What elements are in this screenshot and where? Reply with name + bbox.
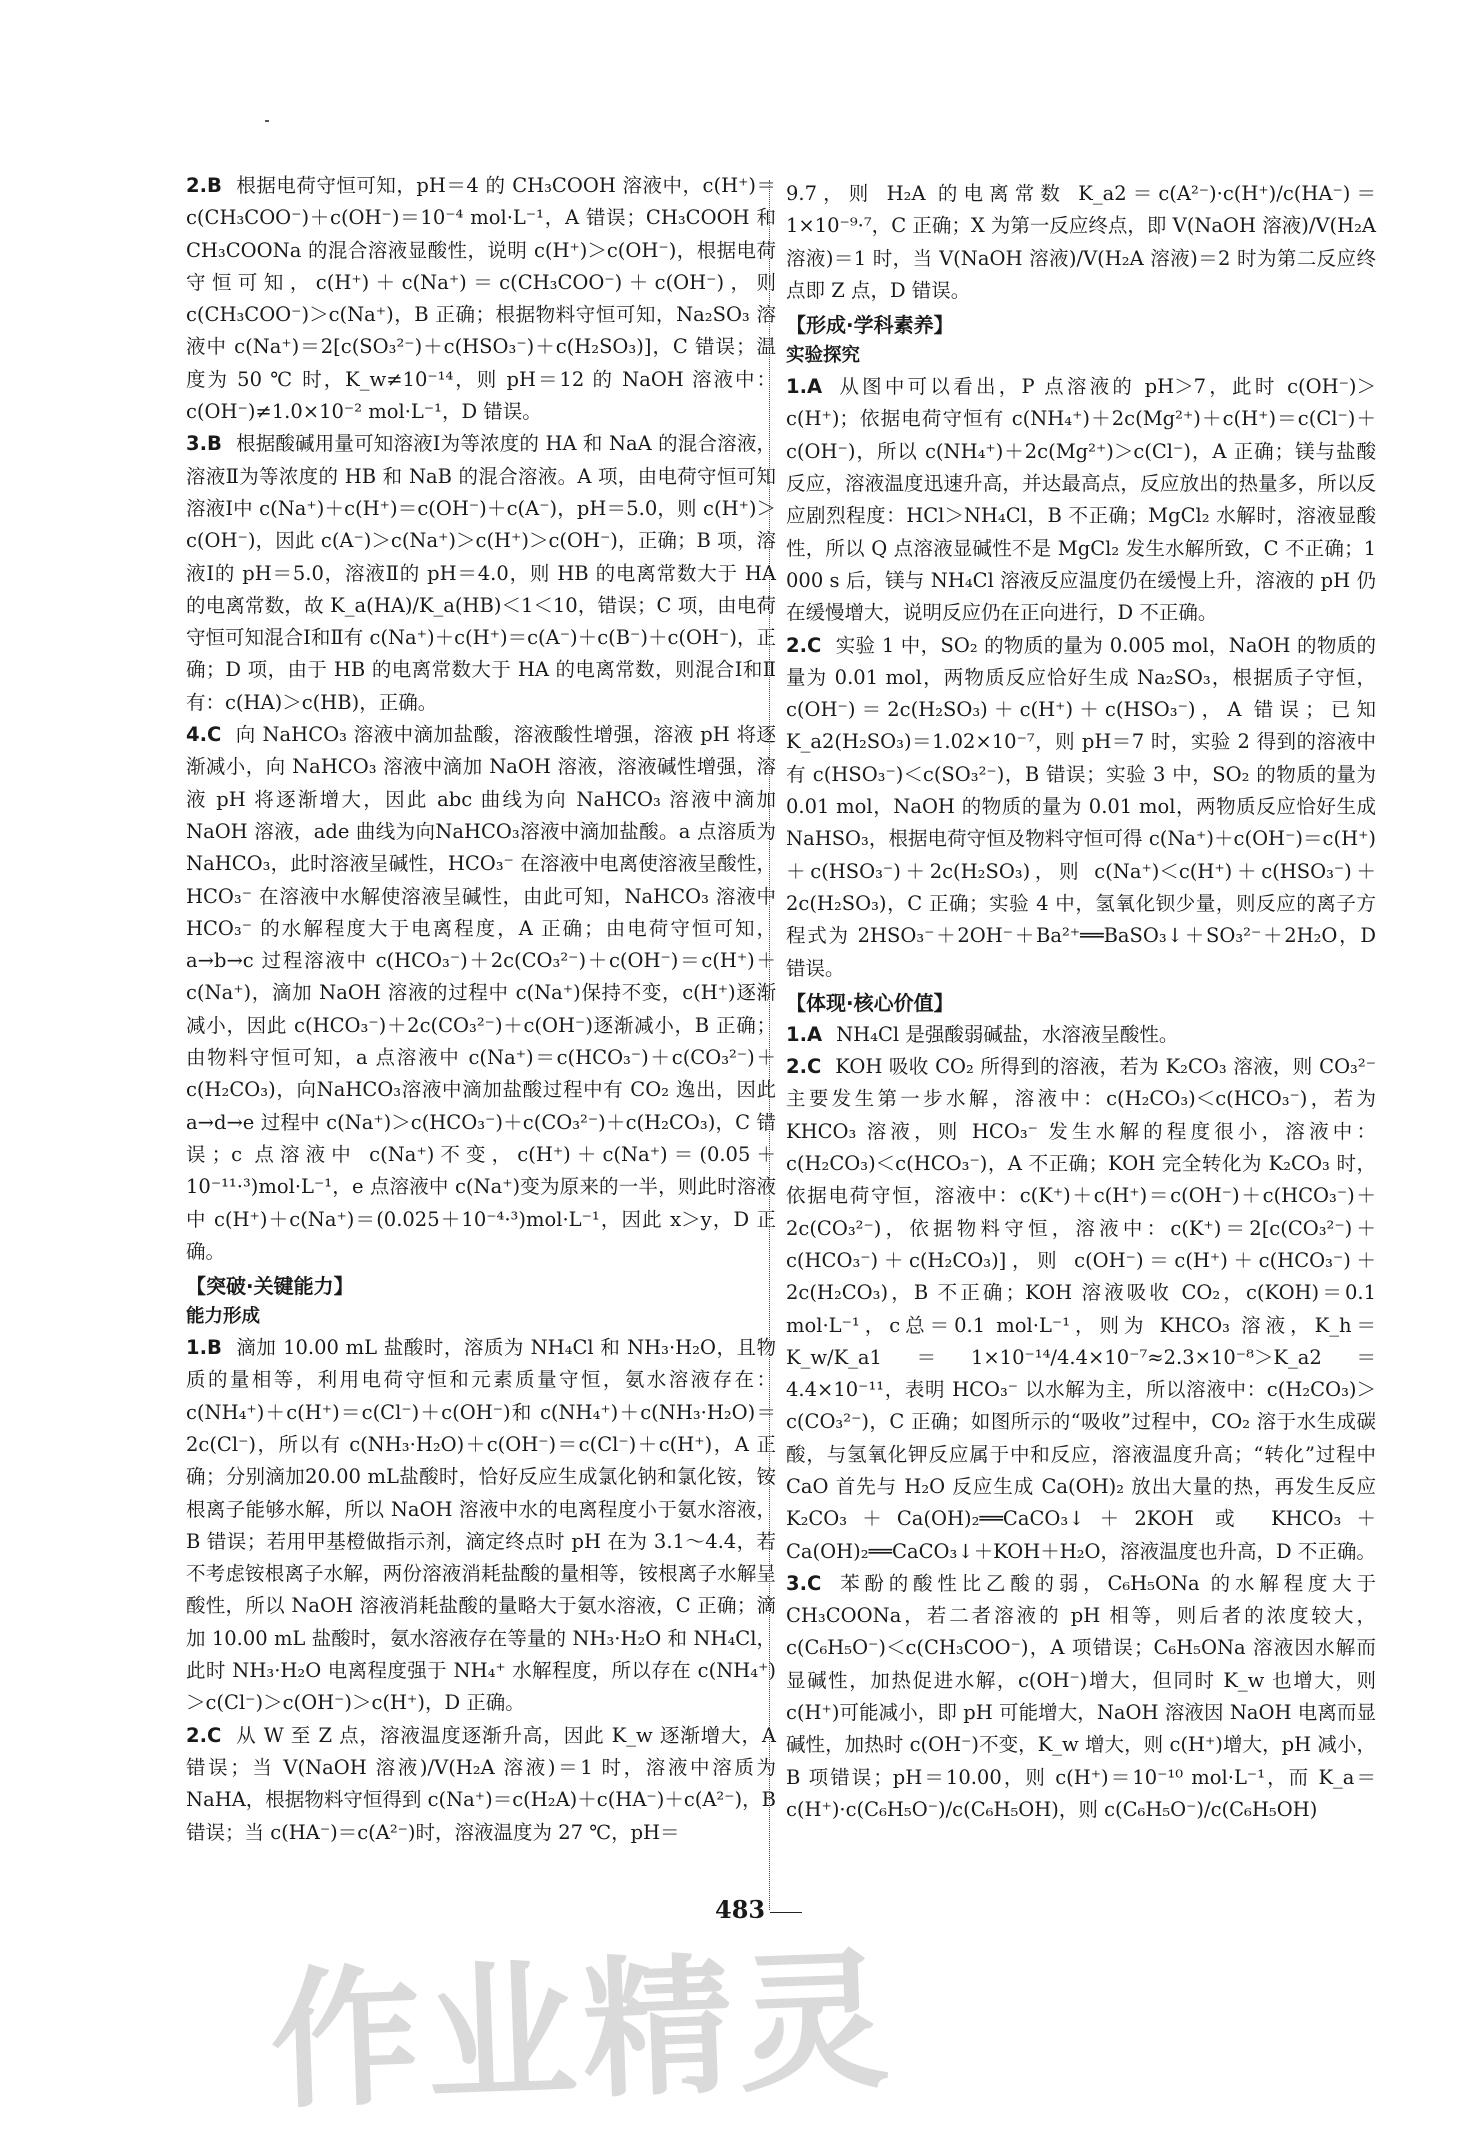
- answer-item: 3.C 苯酚的酸性比乙酸的弱，C₆H₅ONa 的水解程度大于 CH₃COONa，若二者溶液的 pH 相等，则后者的浓度较大，c(C₆H₅O⁻)＜c(CH₃COO⁻)，A 项错误；C₆H₅ONa 溶液因水解而显碱性，加热促进水解，c(OH⁻)增大，但同时 K_w 也增大，则 c(H⁺)可能减小，即 pH 可能增大，NaOH 溶液因 NaOH 电离而显碱性，加热时 c(OH⁻)不变，K_w 增大，则 c(H⁺)增大，pH 减小，B 项错误；pH＝10.00，则 c(H⁺)＝10⁻¹⁰ mol·L⁻¹，而 K_a＝c(H⁺)·c(C₆H₅O⁻)/c(C₆H₅OH)，则 c(C₆H₅O⁻)/c(C₆H₅OH): [786, 1571, 1376, 1821]
- answer-item: 2.B 根据电荷守恒可知，pH＝4 的 CH₃COOH 溶液中，c(H⁺)＝c(CH₃COO⁻)＋c(OH⁻)＝10⁻⁴ mol·L⁻¹，A 错误；CH₃COOH 和 CH₃COONa 的混合溶液显酸性，说明 c(H⁺)＞c(OH⁻)，根据电荷守恒可知，c(H⁺)＋c(Na⁺)＝c(CH₃COO⁻)＋c(OH⁻)，则 c(CH₃COO⁻)＞c(Na⁺)，B 正确；根据物料守恒可知，Na₂SO₃ 溶液中 c(Na⁺)＝2[c(SO₃²⁻)＋c(HSO₃⁻)＋c(H₂SO₃)]，C 错误；温度为 50 ℃ 时，K_w≠10⁻¹⁴，则 pH＝12 的 NaOH 溶液中：c(OH⁻)≠1.0×10⁻² mol·L⁻¹，D 错误。: [186, 174, 776, 424]
- page-number: 483: [715, 1895, 766, 1924]
- answer-item: 3.B 根据酸碱用量可知溶液Ⅰ为等浓度的 HA 和 NaA 的混合溶液，溶液Ⅱ为等浓度的 HB 和 NaB 的混合溶液。A 项，由电荷守恒可知溶液Ⅰ中 c(Na⁺)＋c(H⁺)＝c(OH⁻)＋c(A⁻)，pH＝5.0，则 c(H⁺)＞c(OH⁻)，因此 c(A⁻)＞c(Na⁺)＞c(H⁺)＞c(OH⁻)，正确；B 项，溶液Ⅰ的 pH＝5.0，溶液Ⅱ的 pH＝4.0，则 HB 的电离常数大于 HA 的电离常数，故 K_a(HA)/K_a(HB)＜1＜10，错误；C 项，由电荷守恒可知混合Ⅰ和Ⅱ有 c(Na⁺)＋c(H⁺)＝c(A⁻)＋c(B⁻)＋c(OH⁻)，正确；D 项，由于 HB 的电离常数大于 HA 的电离常数，则混合Ⅰ和Ⅱ有：c(HA)＞c(HB)，正确。: [186, 432, 776, 714]
- left-column: [186, 170, 776, 1849]
- column-divider: [769, 180, 770, 1910]
- answer-item: 2.C 实验 1 中，SO₂ 的物质的量为 0.005 mol，NaOH 的物质的量为 0.01 mol，两物质反应恰好生成 Na₂SO₃，根据质子守恒，c(OH⁻)＝2c(H₂SO₃)＋c(H⁺)＋c(HSO₃⁻)，A 错误；已知 K_a2(H₂SO₃)＝1.02×10⁻⁷，则 pH＝7 时，实验 2 得到的溶液中有 c(HSO₃⁻)＜c(SO₃²⁻)，B 错误；实验 3 中，SO₂ 的物质的量为 0.01 mol，NaOH 的物质的量为 0.01 mol，两物质反应恰好生成 NaHSO₃，根据电荷守恒及物料守恒可得 c(Na⁺)＋c(OH⁻)＝c(H⁺)＋c(HSO₃⁻)＋2c(H₂SO₃)，则 c(Na⁺)＜c(H⁺)＋c(HSO₃⁻)＋2c(H₂SO₃)，C 正确；实验 4 中，氢氧化钡少量，则反应的离子方程式为 2HSO₃⁻＋2OH⁻＋Ba²⁺══BaSO₃↓＋SO₃²⁻＋2H₂O，D 错误。: [786, 633, 1376, 980]
- watermark-logo: 作业精灵: [267, 1934, 898, 2130]
- section-heading: 【形成·学科素养】: [786, 313, 954, 338]
- answer-item: 2.C KOH 吸收 CO₂ 所得到的溶液，若为 K₂CO₃ 溶液，则 CO₃²⁻ 主要发生第一步水解，溶液中：c(H₂CO₃)＜c(HCO₃⁻)，若为 KHCO₃ 溶液，则 HCO₃⁻ 发生水解的程度很小，溶液中：c(H₂CO₃)＜c(HCO₃⁻)，A 不正确；KOH 完全转化为 K₂CO₃ 时，依据电荷守恒，溶液中：c(K⁺)＋c(H⁺)＝c(OH⁻)＋c(HCO₃⁻)＋2c(CO₃²⁻)，依据物料守恒，溶液中：c(K⁺)＝2[c(CO₃²⁻)＋c(HCO₃⁻)＋c(H₂CO₃)]，则 c(OH⁻)＝c(H⁺)＋c(HCO₃⁻)＋2c(H₂CO₃)，B 不正确；KOH 溶液吸收 CO₂，c(KOH)＝0.1 mol·L⁻¹，c总＝0.1 mol·L⁻¹，则为 KHCO₃ 溶液，K_h＝K_w/K_a1＝1×10⁻¹⁴/4.4×10⁻⁷≈2.3×10⁻⁸＞K_a2＝4.4×10⁻¹¹，表明 HCO₃⁻ 以水解为主，所以溶液中：c(H₂CO₃)＞c(CO₃²⁻)，C 正确；如图所示的“吸收”过程中，CO₂ 溶于水生成碳酸，与氢氧化钾反应属于中和反应，溶液温度升高；“转化”过程中 CaO 首先与 H₂O 反应生成 Ca(OH)₂ 放出大量的热，再发生反应 K₂CO₃＋Ca(OH)₂══CaCO₃↓＋2KOH 或 KHCO₃＋Ca(OH)₂══CaCO₃↓＋KOH＋H₂O，溶液温度也升高，D 不正确。: [786, 1055, 1376, 1563]
- scan-mark: [265, 120, 269, 122]
- answer-item: 4.C 向 NaHCO₃ 溶液中滴加盐酸，溶液酸性增强，溶液 pH 将逐渐减小，向 NaHCO₃ 溶液中滴加 NaOH 溶液，溶液碱性增强，溶液 pH 将逐渐增大，因此 abc 曲线为向 NaHCO₃ 溶液中滴加 NaOH 溶液，ade 曲线为向NaHCO₃溶液中滴加盐酸。a 点溶质为NaHCO₃，此时溶液呈碱性，HCO₃⁻ 在溶液中电离使溶液呈酸性，HCO₃⁻ 在溶液中水解使溶液呈碱性，由此可知，NaHCO₃ 溶液中 HCO₃⁻ 的水解程度大于电离程度，A 正确；由电荷守恒可知，a→b→c 过程溶液中 c(HCO₃⁻)＋2c(CO₃²⁻)＋c(OH⁻)＝c(H⁺)＋c(Na⁺)，滴加 NaOH 溶液的过程中 c(Na⁺)保持不变，c(H⁺)逐渐减小，因此 c(HCO₃⁻)＋2c(CO₃²⁻)＋c(OH⁻)逐渐减小，B 正确；由物料守恒可知，a 点溶液中 c(Na⁺)＝c(HCO₃⁻)＋c(CO₃²⁻)＋c(H₂CO₃)，向NaHCO₃溶液中滴加盐酸过程中有 CO₂ 逸出，因此 a→d→e 过程中 c(Na⁺)＞c(HCO₃⁻)＋c(CO₃²⁻)＋c(H₂CO₃)，C 错误；c 点溶液中 c(Na⁺)不变，c(H⁺)＋c(Na⁺)＝(0.05＋10⁻¹¹·³)mol·L⁻¹，e 点溶液中 c(Na⁺)变为原来的一半，则此时溶液中 c(H⁺)＋c(Na⁺)＝(0.025＋10⁻⁴·³)mol·L⁻¹，因此 x＞y，D 正确。: [186, 723, 776, 1263]
- section-subheading: 能力形成: [186, 1306, 261, 1328]
- answer-item: 1.A 从图中可以看出，P 点溶液的 pH＞7，此时 c(OH⁻)＞c(H⁺)；依据电荷守恒有 c(NH₄⁺)＋2c(Mg²⁺)＋c(H⁺)＝c(Cl⁻)＋c(OH⁻)，所以 c(NH₄⁺)＋2c(Mg²⁺)＞c(Cl⁻)，A 正确；镁与盐酸反应，溶液温度迅速升高，并达最高点，反应放出的热量多，所以反应剧烈程度：HCl＞NH₄Cl，B 不正确；MgCl₂ 水解时，溶液显酸性，所以 Q 点溶液显碱性不是 MgCl₂ 发生水解所致，C 不正确；1 000 s 后，镁与 NH₄Cl 溶液反应温度仍在缓慢上升，溶液的 pH 仍在缓慢增大，说明反应仍在正向进行，D 不正确。: [786, 375, 1376, 625]
- section-subheading: 实验探究: [786, 345, 861, 367]
- answer-item: 2.C 从 W 至 Z 点，溶液温度逐渐升高，因此 K_w 逐渐增大，A 错误；当 V(NaOH 溶液)/V(H₂A 溶液)＝1 时，溶液中溶质为 NaHA，根据物料守恒得到 c(Na⁺)＝c(H₂A)＋c(HA⁻)＋c(A²⁻)，B 错误；当 c(HA⁻)＝c(A²⁻)时，溶液温度为 27 ℃，pH＝: [186, 1723, 776, 1844]
- answer-item: 1.B 滴加 10.00 mL 盐酸时，溶质为 NH₄Cl 和 NH₃·H₂O，且物质的量相等，利用电荷守恒和元素质量守恒，氨水溶液存在：c(NH₄⁺)＋c(H⁺)＝c(Cl⁻)＋c(OH⁻)和 c(NH₄⁺)＋c(NH₃·H₂O)＝2c(Cl⁻)，所以有 c(NH₃·H₂O)＋c(OH⁻)＝c(Cl⁻)＋c(H⁺)，A 正确；分别滴加20.00 mL盐酸时，恰好反应生成氯化钠和氯化铵，铵根离子能够水解，所以 NaOH 溶液中水的电离程度小于氨水溶液，B 错误；若用甲基橙做指示剂，滴定终点时 pH 在为 3.1～4.4，若不考虑铵根离子水解，两份溶液消耗盐酸的量相等，铵根离子水解呈酸性，所以 NaOH 溶液消耗盐酸的量略大于氨水溶液，C 正确；滴加 10.00 mL 盐酸时，氨水溶液存在等量的 NH₃·H₂O 和 NH₄Cl，此时 NH₃·H₂O 电离程度强于 NH₄⁺ 水解程度，所以存在 c(NH₄⁺)＞c(Cl⁻)＞c(OH⁻)＞c(H⁺)，D 正确。: [186, 1336, 776, 1715]
- right-column: [786, 178, 1376, 1826]
- section-heading: 【突破·关键能力】: [186, 1274, 354, 1299]
- continued-text: 9.7，则 H₂A 的电离常数 K_a2＝c(A²⁻)·c(H⁺)/c(HA⁻)＝1×10⁻⁹·⁷，C 正确；X 为第一反应终点，即 V(NaOH 溶液)/V(H₂A 溶液)＝1 时，当 V(NaOH 溶液)/V(H₂A 溶液)＝2 时为第二反应终点即 Z 点，D 错误。: [786, 182, 1376, 302]
- answer-item: 1.A NH₄Cl 是强酸弱碱盐，水溶液呈酸性。: [786, 1022, 1179, 1046]
- section-heading: 【体现·核心价值】: [786, 990, 954, 1015]
